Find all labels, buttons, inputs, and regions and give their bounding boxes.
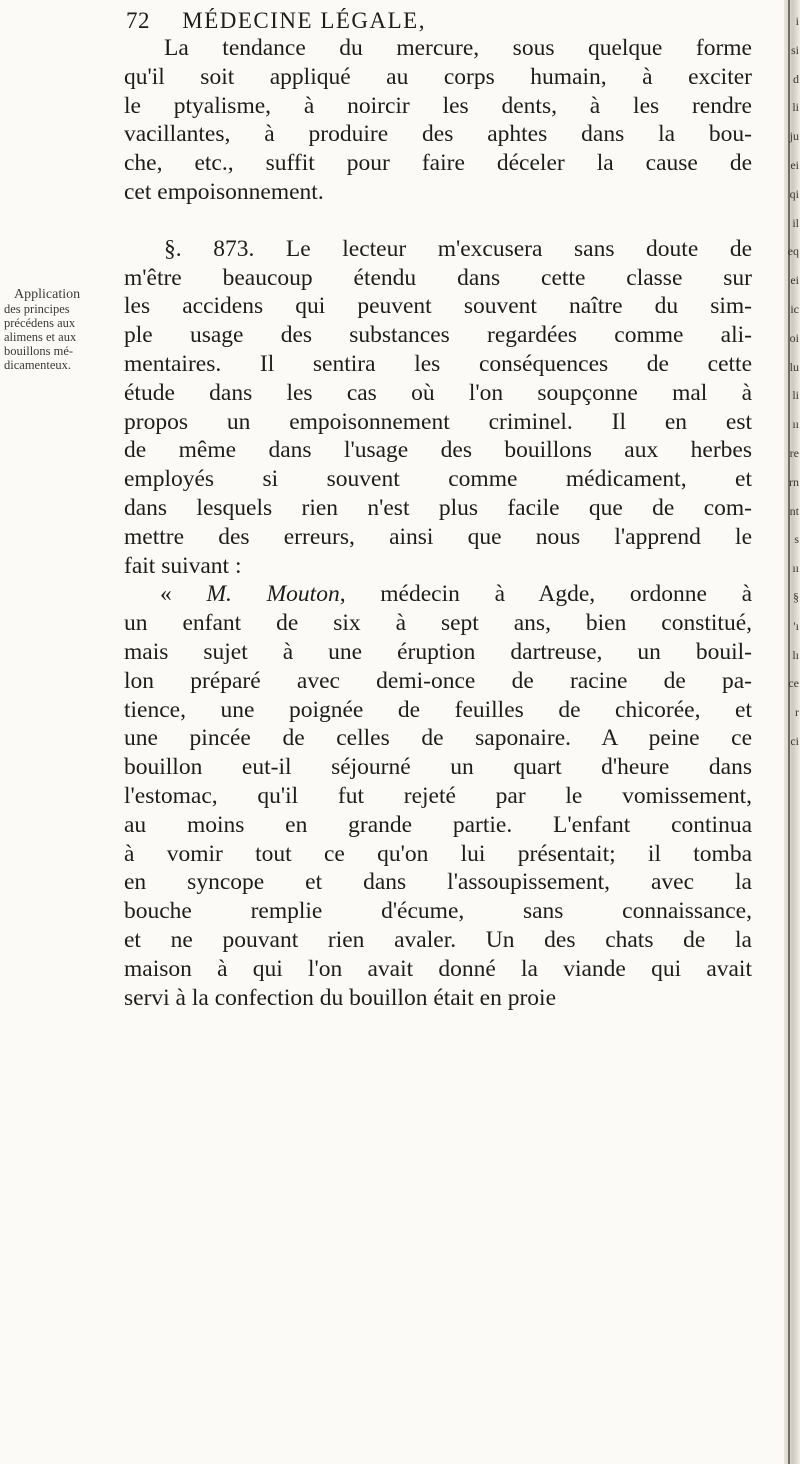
text-line: [124, 580, 752, 609]
text-line: m'être beaucoup étendu dans cette classe sur: [124, 264, 752, 291]
text-line: une pincée de celles de saponaire. A peine ce: [124, 725, 752, 752]
text-line: cet empoisonnement.: [124, 178, 324, 205]
text-line: tience, une poignée de feuilles de chicorée, et: [124, 696, 752, 723]
paragraph-mercury: [124, 34, 752, 207]
text-span: , médecin à Agde, ordonne à: [339, 581, 752, 608]
facing-page-fragment: ju: [789, 129, 799, 144]
text-line: mettre des erreurs, ainsi que nous l'apprend le: [124, 523, 752, 550]
facing-page-fragment: li: [792, 100, 799, 115]
margin-note-line: Application: [14, 287, 81, 302]
text-line: qu'il soit appliqué au corps humain, à exciter: [124, 63, 752, 90]
facing-page-fragment: ei: [790, 158, 799, 172]
text-line: de même dans l'usage des bouillons aux herbes: [124, 437, 752, 464]
facing-page-fragment: lı: [792, 647, 799, 662]
running-title: MÉDECINE LÉGALE,: [182, 8, 426, 33]
text-line: à vomir tout ce qu'on lui présentait; il tomba: [124, 840, 752, 867]
text-line: che, etc., suffit pour faire déceler la cause de: [124, 150, 752, 177]
facing-page-fragment: nt: [789, 503, 799, 518]
text-line: l'estomac, qu'il fut rejeté par le vomissement,: [124, 782, 752, 809]
facing-page-fragment: ce: [788, 676, 799, 691]
facing-page-fragment: r: [795, 705, 799, 720]
facing-page-fragment: 'ı: [793, 618, 799, 633]
facing-page-fragment: i: [795, 14, 799, 28]
quote-mark: «: [160, 581, 207, 608]
text-line: maison à qui l'on avait donné la viande qui avait: [124, 955, 752, 982]
facing-page-edge: [784, 0, 800, 1464]
facing-page-fragment: ıı: [792, 561, 799, 576]
facing-page-fragment: il: [792, 215, 799, 230]
text-line: en syncope et dans l'assoupissement, avec la: [124, 869, 752, 896]
text-line: mentaires. Il sentira les conséquences de cette: [124, 350, 752, 377]
person-name: M. Mouton: [206, 581, 340, 608]
paragraph-gap: [124, 207, 752, 235]
text-line: ple usage des substances regardées comme ali-: [124, 322, 752, 349]
margin-note-line: précédens aux: [4, 316, 76, 330]
text-line: au moins en grande partie. L'enfant continua: [124, 811, 752, 838]
facing-page-fragment: eq: [787, 244, 799, 259]
text-line: bouche remplie d'écume, sans connaissance,: [124, 898, 752, 925]
margin-note-line: bouillons mé-: [4, 344, 74, 358]
facing-page-fragment: li: [792, 388, 799, 403]
text-line: le ptyalisme, à noircir les dents, à les rendre: [124, 92, 752, 119]
text-line: et ne pouvant rien avaler. Un des chats de la: [124, 926, 752, 953]
text-line: vacillantes, à produire des aphtes dans la bou-: [124, 121, 752, 148]
facing-page-fragment: oi: [789, 330, 799, 345]
text-line: étude dans les cas où l'on soupçonne mal à: [124, 379, 752, 406]
text-line: mais sujet à une éruption dartreuse, un bouil-: [124, 638, 752, 665]
facing-page-fragment: ıı: [792, 417, 799, 432]
facing-page-fragment: ei: [790, 273, 799, 288]
paragraph-section-873: [124, 235, 752, 581]
facing-page-fragments: [786, 0, 800, 1464]
text-line: un enfant de six à sept ans, bien constitué,: [124, 610, 752, 637]
text-line: employés si souvent comme médicament, et: [124, 466, 752, 493]
body-text: [124, 34, 752, 1012]
facing-page-fragment: ci: [790, 734, 799, 748]
text-line: bouillon eut-il séjourné un quart d'heure dans: [124, 754, 752, 781]
running-head: [126, 8, 686, 34]
facing-page-fragment: si: [790, 42, 799, 57]
facing-page-fragment: ic: [790, 302, 799, 316]
text-line: propos un empoisonnement criminel. Il en est: [124, 408, 752, 435]
page-number: 72: [126, 8, 150, 33]
text-line: les accidens qui peuvent souvent naître du sim-: [124, 293, 752, 320]
facing-page-fragment: qi: [789, 186, 799, 201]
facing-page-fragment: s: [794, 532, 799, 547]
facing-page-fragment: lu: [789, 359, 799, 374]
margin-note-line: des principes: [4, 302, 70, 316]
margin-note-line: dicamenteux.: [4, 358, 71, 372]
text-line: lon préparé avec demi-once de racine de pa-: [124, 667, 752, 694]
text-line: fait suivant :: [124, 552, 242, 579]
paragraph-case-mouton: [124, 580, 752, 1012]
facing-page-fragment: d: [793, 71, 799, 86]
text-line: §. 873. Le lecteur m'excusera sans doute de: [164, 235, 752, 262]
facing-page-fragment: re: [789, 446, 799, 460]
facing-page-fragment: rn: [789, 474, 799, 489]
text-line: servi à la confection du bouillon était en proie: [124, 984, 556, 1011]
margin-note-line: alimens et aux: [4, 330, 77, 344]
facing-page-fragment: §: [793, 590, 799, 604]
text-line: dans lesquels rien n'est plus facile que de com-: [124, 494, 752, 521]
margin-note: [4, 288, 116, 372]
text-line: La tendance du mercure, sous quelque forme: [164, 35, 752, 61]
